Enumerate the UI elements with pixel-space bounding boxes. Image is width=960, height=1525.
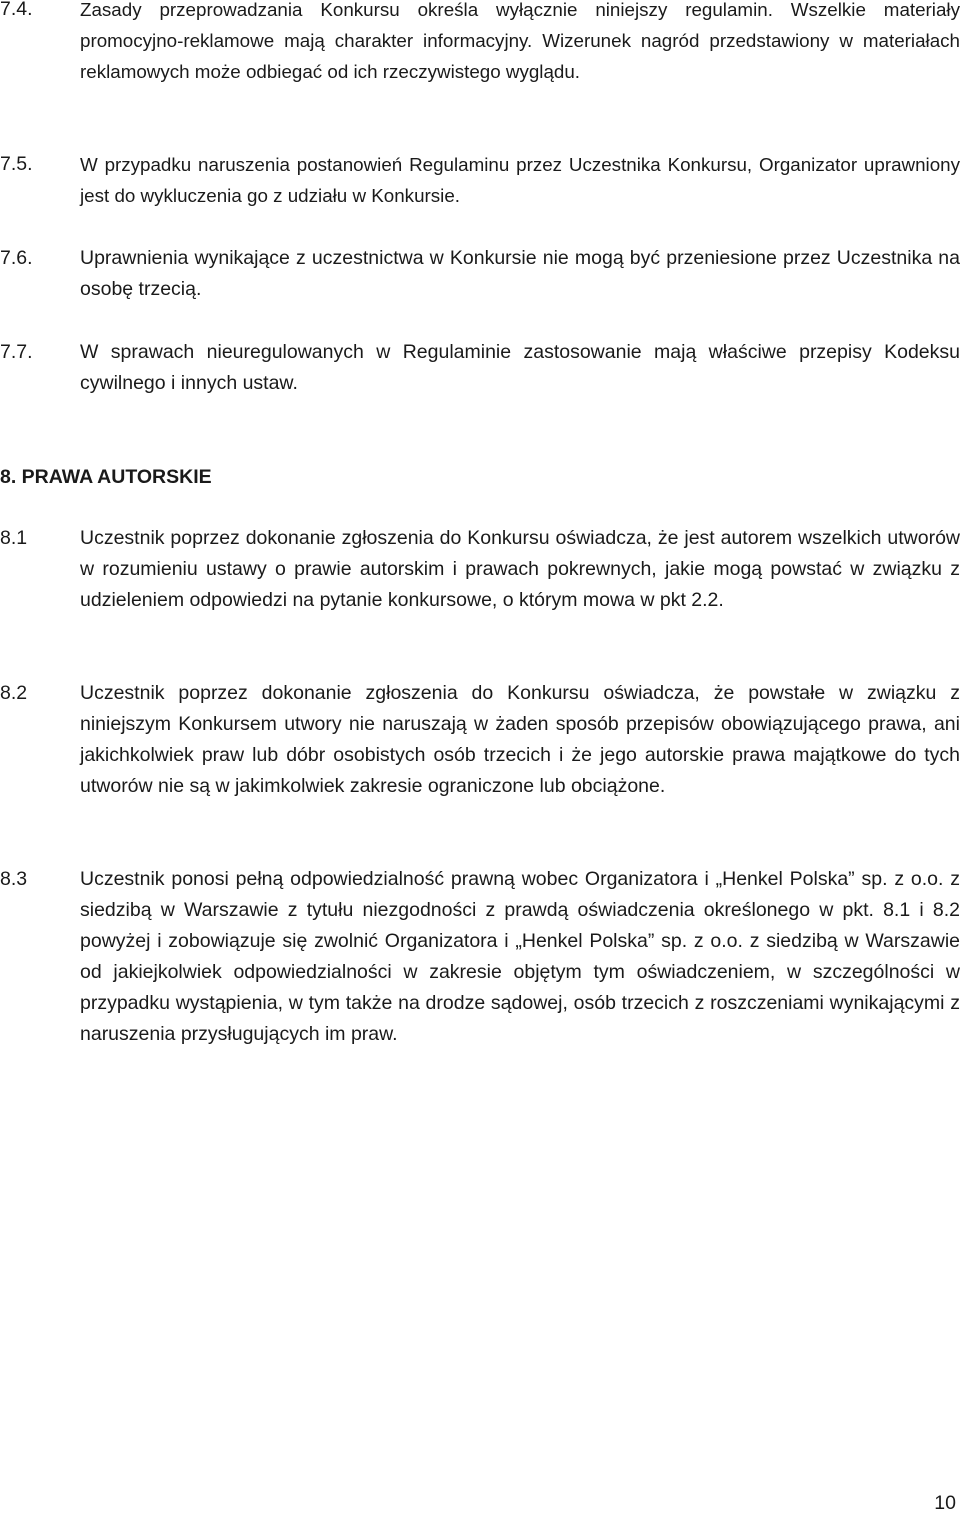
section-number: 8.2 [0, 682, 28, 704]
section-number: 7.7. [0, 341, 33, 363]
section-text: Zasady przeprowadzania Konkursu określa wyłącznie niniejszy regulamin. Wszelkie materiały promocyjno-reklamowe mają charakter informacyjny. Wizerunek nagród przedstawiony w materiałach reklamowych może odbiegać od ich rzeczywistego wyglądu. [80, 0, 960, 82]
section-number: 7.5. [0, 153, 33, 175]
section-number: 7.6. [0, 247, 33, 269]
section-text: Uprawnienia wynikające z uczestnictwa w Konkursie nie mogą być przeniesione przez Uczestnika na osobę trzecią. [80, 247, 960, 300]
section-text: Uczestnik poprzez dokonanie zgłoszenia do Konkursu oświadcza, że jest autorem wszelkich utworów w rozumieniu ustawy o prawie autorskim i prawach pokrewnych, jakie mogą powstać w związku z udzieleniem odpowiedzi na pytanie konkursowe, o którym mowa w pkt 2.2. [80, 527, 960, 611]
section-text: W przypadku naruszenia postanowień Regulaminu przez Uczestnika Konkursu, Organizator uprawniony jest do wykluczenia go z udziału w Konkursie. [80, 154, 960, 206]
section-number: 8.1 [0, 527, 28, 549]
page-number: 10 [934, 1492, 956, 1514]
section-text: W sprawach nieuregulowanych w Regulaminie zastosowanie mają właściwe przepisy Kodeksu cywilnego i innych ustaw. [80, 341, 960, 394]
section-text: Uczestnik ponosi pełną odpowiedzialność prawną wobec Organizatora i „Henkel Polska” sp. z o.o. z siedzibą w Warszawie z tytułu niezgodności z prawdą oświadczenia określonego w pkt. 8.1 i 8.2 powyżej i zobowiązuje się zwolnić Organizatora i „Henkel Polska” sp. z o.o. z siedzibą w Warszawie od jakiejkolwiek odpowiedzialności w zakresie objętym tym oświadczeniem, w szczególności w przypadku wystąpienia, w tym także na drodze sądowej, osób trzecich z roszczeniami wynikającymi z naruszenia przysługujących im praw. [80, 868, 960, 1045]
section-heading: 8. PRAWA AUTORSKIE [0, 466, 212, 488]
section-number: 7.4. [0, 0, 33, 20]
section-number: 8.3 [0, 868, 28, 890]
section-text: Uczestnik poprzez dokonanie zgłoszenia do Konkursu oświadcza, że powstałe w związku z niniejszym Konkursem utwory nie naruszają w żaden sposób przepisów obowiązującego prawa, ani jakichkolwiek praw lub dóbr osobistych osób trzecich i że jego autorskie prawa majątkowe do tych utworów nie są w jakimkolwiek zakresie ograniczone lub obciążone. [80, 682, 960, 797]
